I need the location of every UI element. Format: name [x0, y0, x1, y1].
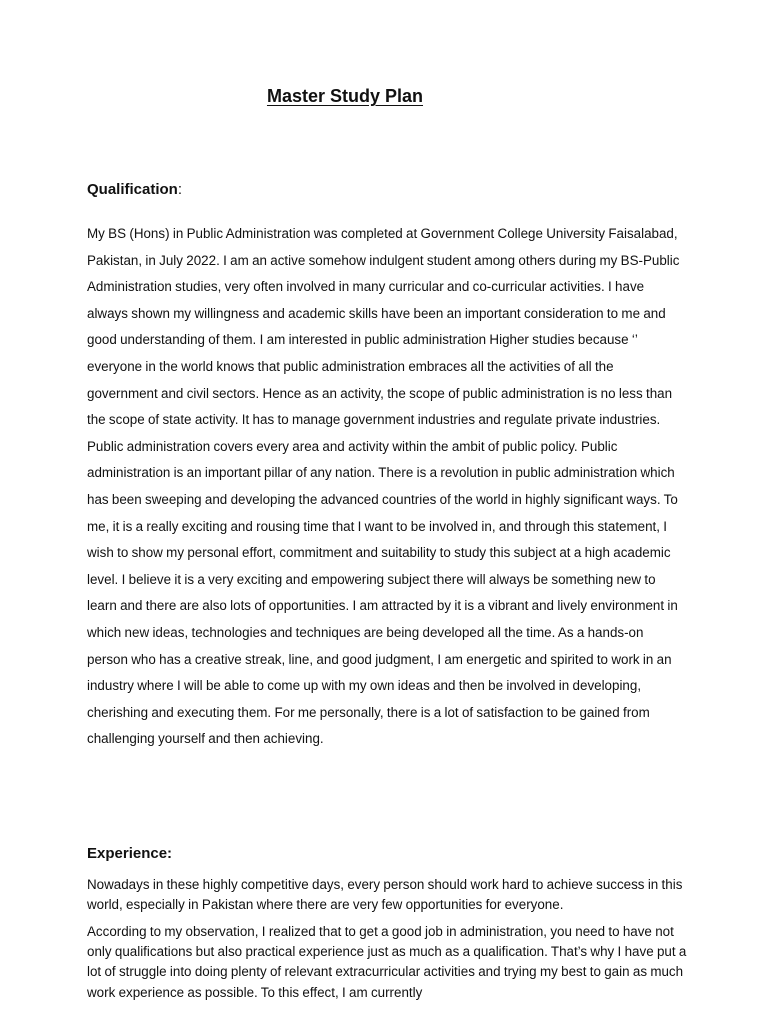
experience-paragraph-2: According to my observation, I realized that to get a good job in administration, you need to have not only qualifications but also practical experience just as much as a qualification. That’s why I have put a lot of struggle into doing plenty of relevant extracurricular activities and trying my best to gain as much work experience as possible. To this effect, I am currently [87, 924, 687, 1000]
experience-paragraph-1: Nowadays in these highly competitive days, every person should work hard to achieve success in this world, especially in Pakistan where there are very few opportunities for everyone. [87, 877, 683, 913]
qualification-heading [87, 181, 182, 198]
qualification-heading-colon: : [177, 181, 183, 198]
qualification-paragraph: My BS (Hons) in Public Administration was completed at Government College University Faisalabad, Pakistan, in July 2022. I am an active somehow indulgent student among others during my BS-Public Administration studies, very often involved in many curricular and co-curricular activities. I have always shown my willingness and academic skills have been an important consideration to me and good understanding of them. I am interested in public administration Higher studies because ‘’ everyone in the world knows that public administration embraces all the activities of all the government and civil sectors. Hence as an activity, the scope of public administration is no less than the scope of state activity. It has to manage government industries and regulate private industries. Public administration covers every area and activity within the ambit of public policy. Public administration is an important pillar of any nation. There is a revolution in public administration which has been sweeping and developing the advanced countries of the world in highly significant ways. To me, it is a really exciting and rousing time that I want to be involved in, and through this statement, I wish to show my personal effort, commitment and suitability to study this subject at a high academic level. I believe it is a very exciting and empowering subject there will always be something new to learn and there are also lots of opportunities. I am attracted by it is a vibrant and lively environment in which new ideas, technologies and techniques are being developed all the time. As a hands-on person who has a creative streak, line, and good judgment, I am energetic and spirited to work in an industry where I will be able to come up with my own ideas and then be involved in developing, cherishing and executing them. For me personally, there is a lot of satisfaction to be gained from challenging yourself and then achieving. [87, 226, 680, 747]
experience-heading: Experience: [87, 845, 173, 862]
qualification-heading-text: Qualification [87, 181, 178, 198]
document-title: Master Study Plan [266, 86, 424, 106]
